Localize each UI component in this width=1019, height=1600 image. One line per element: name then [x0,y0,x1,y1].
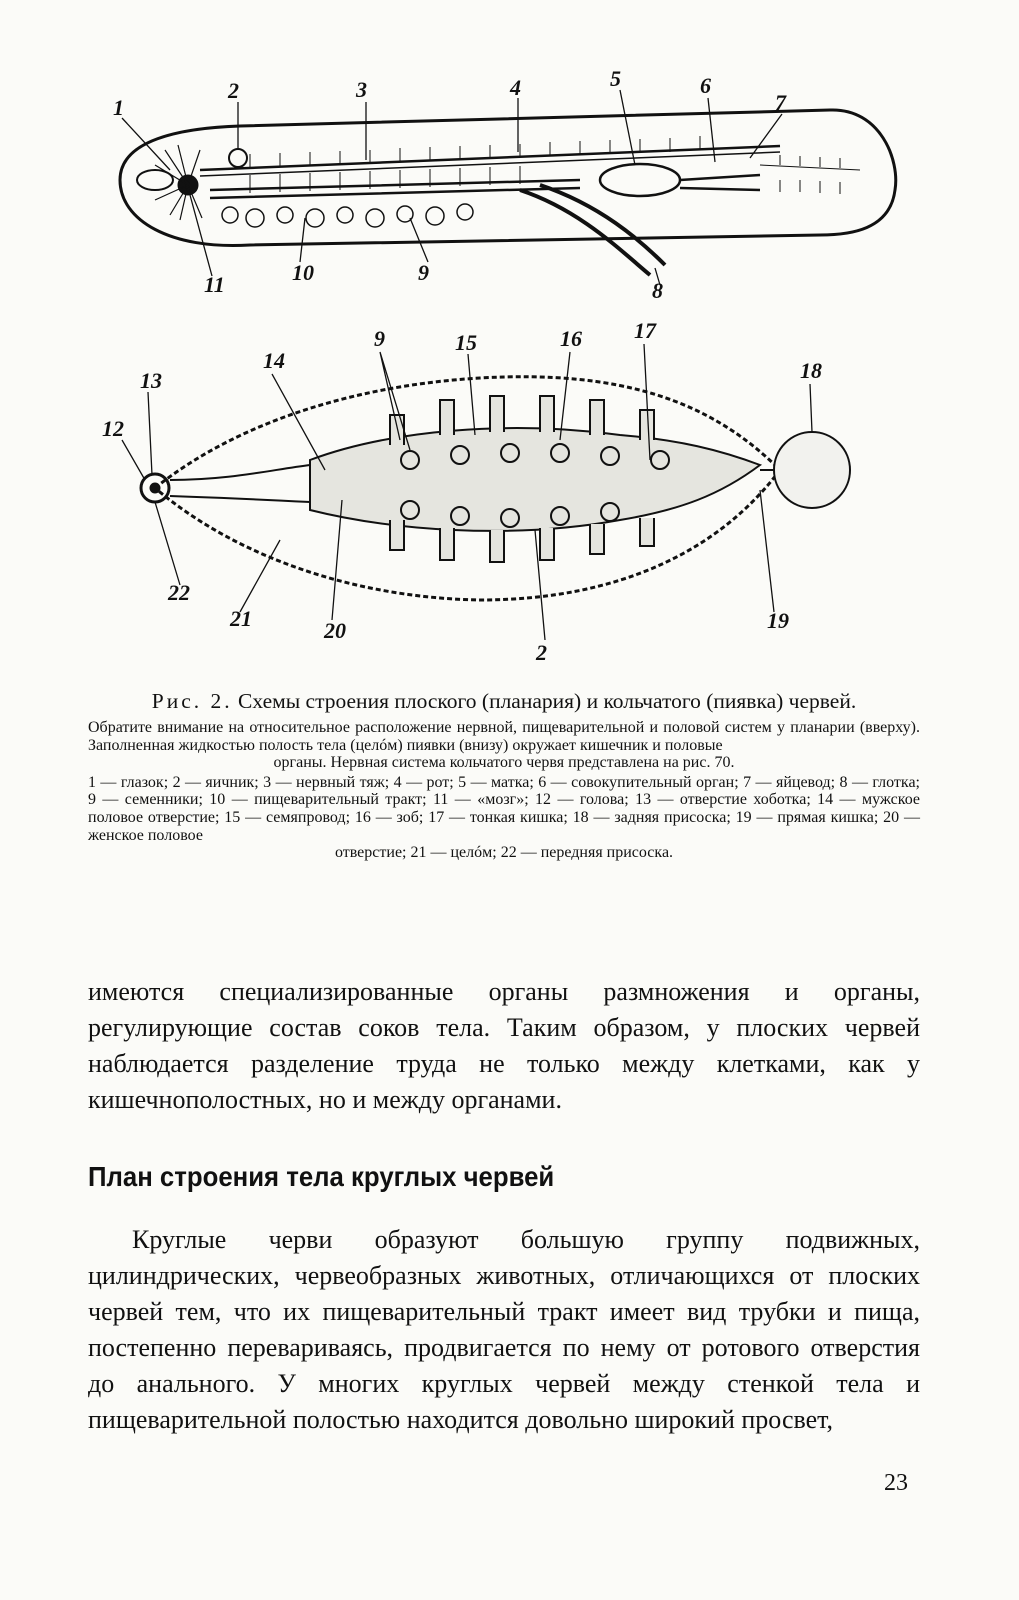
caption-legend [88,774,920,862]
section-paragraph [88,1222,920,1438]
svg-text:16: 16 [560,326,582,351]
svg-text:11: 11 [204,272,225,297]
svg-text:15: 15 [455,330,477,355]
svg-text:4: 4 [510,75,521,100]
svg-text:6: 6 [700,73,711,98]
caption-body [88,719,920,772]
svg-text:13: 13 [140,368,162,393]
anatomy-diagram [60,40,960,680]
svg-text:1: 1 [113,95,124,120]
section-heading: План строения тела круглых червей [88,1161,555,1192]
caption-body-end: органы. Нервная система кольчатого червя представлена на рис. 70. [273,754,735,772]
caption-prefix: Рис. 2. [151,689,233,713]
svg-text:19: 19 [767,608,789,633]
svg-text:8: 8 [652,278,663,303]
main-text: имеются специализированные органы размножения и органы, регулирующие состав соков тела. Таким образом, у плоских червей наблюдается разделение труда не только между клетками, как у кишечнополостных, но и между органами. [88,977,920,1114]
svg-text:17: 17 [634,318,656,343]
svg-text:21: 21 [230,606,252,631]
svg-text:10: 10 [292,260,314,285]
svg-text:14: 14 [263,348,285,373]
svg-text:5: 5 [610,66,621,91]
main-paragraph [88,974,920,1118]
svg-text:9: 9 [418,260,429,285]
leech-drawing [141,377,850,600]
planaria-drawing [120,110,896,275]
caption-legend-text: 1 — глазок; 2 — яичник; 3 — нервный тяж; 4 — рот; 5 — матка; 6 — совокупительный орган; 7 — яйцевод; 8 — глотка; 9 — семенники; 10 — пищеварительный тракт; 11 — «мозг»; 12 — голова; 13 — отверстие хоботка; 14 — мужское половое отверстие; 15 — семяпровод; 16 — зоб; 17 — тонкая кишка; 18 — задняя присоска; 19 — прямая кишка; 20 — женское половое [88,773,920,844]
svg-text:18: 18 [800,358,822,383]
svg-text:9: 9 [374,326,385,351]
caption-legend-end: отверстие; 21 — целóм; 22 — передняя присоска. [334,844,674,862]
caption-title-text: Схемы строения плоского (планария) и кольчатого (пиявка) червей. [238,689,857,713]
svg-text:12: 12 [102,416,124,441]
section-paragraph-text: Круглые черви образуют большую группу подвижных, цилиндрических, червеобразных животных, отличающихся от плоских червей тем, что их пищеварительный тракт имеет вид трубки и пища, постепенно перевариваясь, продвигается по нему от ротового отверстия до анального. У многих круглых червей между стенкой тела и пищеварительной полостью находится довольно широкий просвет, [88,1225,920,1434]
svg-text:20: 20 [324,618,346,643]
svg-text:2: 2 [228,78,239,103]
svg-text:7: 7 [775,90,786,115]
caption-body-text: Обратите внимание на относительное расположение нервной, пищеварительной и половой систем у планарии (вверху). Заполненная жидкостью полость тела (целóм) пиявки (внизу) окружает кишечник и половые [88,719,920,754]
svg-text:22: 22 [168,580,190,605]
caption-title [88,688,920,715]
svg-text:2: 2 [536,640,547,665]
figure-planaria-leech [60,40,960,680]
svg-text:3: 3 [356,77,367,102]
figure-caption [88,688,920,862]
page-number: 23 [884,1470,908,1496]
